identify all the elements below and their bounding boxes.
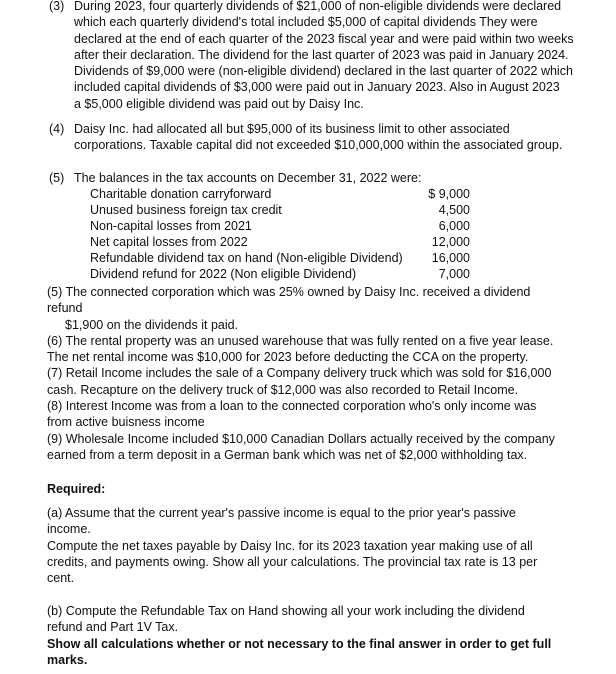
item-5-number: (5): [49, 171, 65, 185]
balance-value: 12,000: [431, 235, 470, 249]
note-line: (5) The connected corporation which was 25% owned by Daisy Inc. received a dividend: [47, 285, 531, 299]
balance-row: [90, 202, 470, 218]
required-bold-line: Show all calculations whether or not necessary to the final answer in order to get full: [47, 636, 552, 651]
item-3-line: after their declaration. The dividend for the last quarter of 2023 was paid in January 2024.: [74, 47, 569, 62]
balance-row: [90, 266, 470, 282]
item-3-line: declared at the end of each quarter of the 2023 fiscal year and were paid within two weeks: [74, 31, 574, 46]
balance-row: [90, 250, 470, 266]
required-part-a: [47, 505, 595, 586]
item-4-line: Daisy Inc. had allocated all but $95,000 of its business limit to other associated: [74, 122, 510, 136]
required-part-b: [47, 603, 595, 668]
item-3-line: During 2023, four quarterly dividends of $21,000 of non-eligible dividends were declared: [74, 0, 562, 13]
balance-row: [90, 218, 470, 234]
balance-value: $ 9,000: [428, 187, 470, 201]
notes-block: [47, 284, 595, 463]
note-line: $1,900 on the dividends it paid.: [65, 317, 239, 332]
balance-label: Non-capital losses from 2021: [90, 219, 252, 233]
note-line: (8) Interest Income was from a loan to the connected corporation who's only income was: [47, 399, 537, 414]
item-3-number: (3): [49, 0, 65, 13]
balance-row: [90, 234, 470, 250]
note-line: (9) Wholesale Income included $10,000 Canadian Dollars actually received by the company: [47, 431, 555, 446]
required-line: cent.: [47, 571, 75, 586]
balance-label: Charitable donation carryforward: [90, 187, 272, 201]
balance-label: Dividend refund for 2022 (Non eligible Dividend): [90, 267, 357, 281]
required-heading: Required:: [47, 482, 106, 496]
balance-label: Refundable dividend tax on hand (Non-eligible Dividend): [90, 251, 403, 265]
balance-value: 6,000: [438, 219, 470, 233]
note-line: refund: [47, 301, 83, 316]
note-line: (7) Retail Income includes the sale of a Company delivery truck which was sold for $16,000: [47, 366, 552, 381]
balance-value: 16,000: [431, 251, 470, 265]
note-line: (6) The rental property was an unused warehouse that was fully rented on a five year lease.: [47, 333, 554, 348]
balance-value: 7,000: [438, 267, 470, 281]
item-3-line: which each quarterly dividend's total included $5,000 of capital dividends They were: [74, 15, 538, 30]
item-3-line: Dividends of $9,000 were (non-eligible dividend) declared in the last quarter of 2022 which: [74, 64, 573, 79]
note-line: The net rental income was $10,000 for 2023 before deducting the CCA on the property.: [47, 350, 529, 365]
required-line: Compute the net taxes payable by Daisy Inc. for its 2023 taxation year making use of all: [47, 538, 533, 553]
item-4-line: corporations. Taxable capital did not exceeded $10,000,000 within the associated group.: [74, 138, 563, 153]
item-4-number: (4): [49, 122, 65, 136]
required-line: refund and Part 1V Tax.: [47, 620, 179, 635]
item-3: [49, 0, 590, 112]
item-4: [49, 121, 590, 154]
required-line: (a) Assume that the current year's passive income is equal to the prior year's passive: [47, 506, 516, 520]
item-3-line: included capital dividends of $3,000 were paid out in January 2023. Also in August 2023: [74, 80, 560, 95]
balance-value: 4,500: [438, 203, 470, 217]
note-line: cash. Recapture on the delivery truck of $12,000 was also recorded to Retail Income.: [47, 382, 519, 397]
balance-row: [90, 186, 470, 202]
item-3-line: a $5,000 eligible dividend was paid out by Daisy Inc.: [74, 96, 364, 111]
balance-label: Unused business foreign tax credit: [90, 203, 282, 217]
note-line: earned from a term deposit in a German bank which was net of $2,000 withholding tax.: [47, 447, 528, 462]
required-line: (b) Compute the Refundable Tax on Hand showing all your work including the dividend: [47, 604, 525, 618]
required-line: credits, and payments owing. Show all your calculations. The provincial tax rate is 13 per: [47, 554, 538, 569]
note-line: from active buisness income: [47, 415, 205, 430]
item-5: [49, 170, 590, 186]
balance-label: Net capital losses from 2022: [90, 235, 248, 249]
required-bold-line: marks.: [47, 652, 88, 667]
required-line: income.: [47, 522, 91, 537]
item-5-intro: The balances in the tax accounts on December 31, 2022 were:: [74, 171, 422, 185]
